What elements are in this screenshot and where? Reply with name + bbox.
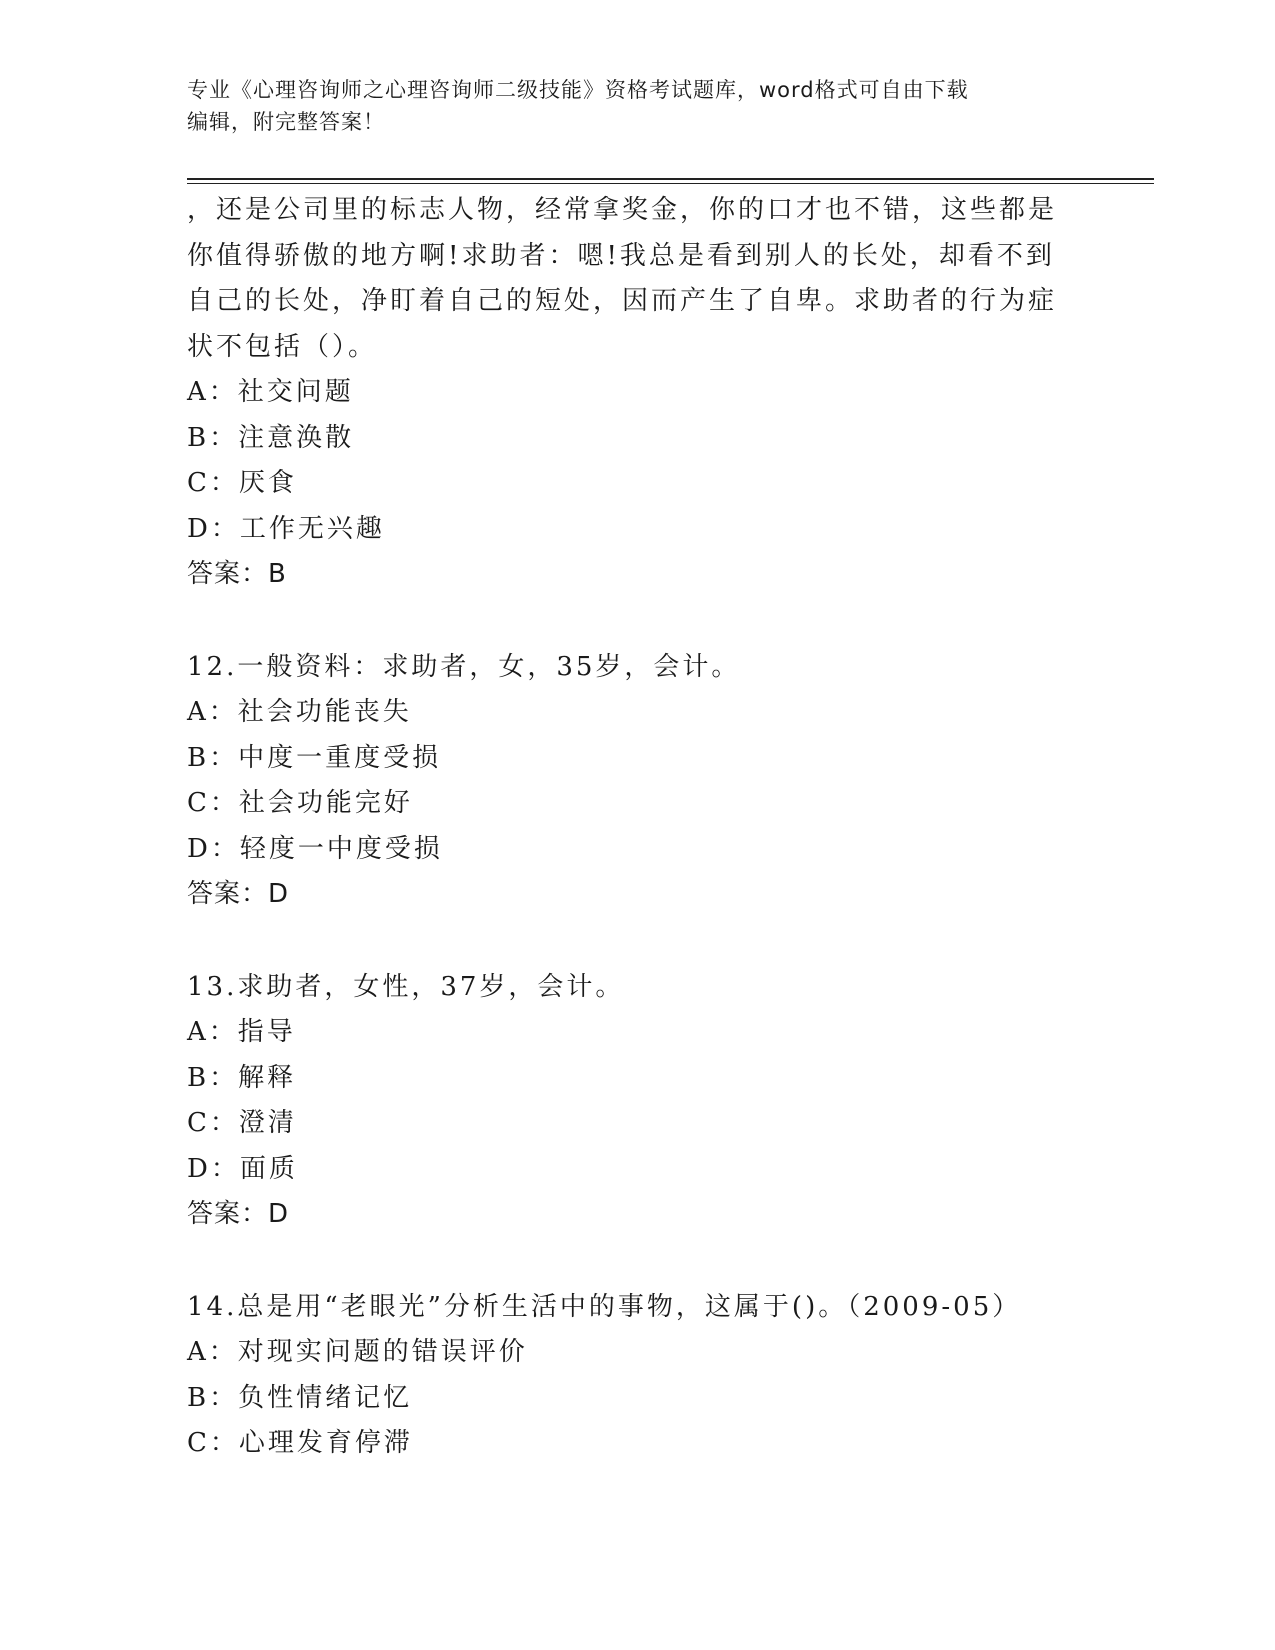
page-header [187,74,1067,138]
answer-label: 答案：D [187,1199,290,1229]
option-b: B：注意涣散 [187,422,355,453]
header-line-2: 编辑，附完整答案！ [187,110,385,134]
option-b: B：中度一重度受损 [187,742,442,773]
question-text-line: 状不包括（）。 [187,331,378,362]
question-title: 13.求助者，女性，37岁，会计。 [187,971,625,1002]
question-11 [187,188,1087,598]
question-13 [187,965,1087,1238]
option-b: B：负性情绪记忆 [187,1382,413,1413]
header-rule-thin [187,183,1154,184]
option-c: C：澄清 [187,1108,297,1138]
option-c: C：心理发育停滞 [187,1428,413,1458]
header-rule-thick [187,178,1154,180]
question-14 [187,1285,1087,1467]
option-c: C：厌食 [187,468,297,498]
question-title: 12.一般资料：求助者，女，35岁，会计。 [187,651,741,682]
option-d: D：面质 [187,1153,298,1184]
question-12 [187,645,1087,918]
option-a: A：社会功能丧失 [187,697,412,727]
question-text-line: 你值得骄傲的地方啊!求助者：嗯!我总是看到别人的长处，却看不到 [187,240,1055,271]
option-a: A：社交问题 [187,377,354,407]
answer-label: 答案：B [187,559,287,589]
option-a: A：对现实问题的错误评价 [187,1337,528,1367]
option-d: D：轻度一中度受损 [187,833,443,864]
question-text-line: ，还是公司里的标志人物，经常拿奖金，你的口才也不错，这些都是 [187,195,1058,225]
question-title: 14.总是用“老眼光”分析生活中的事物，这属于()。（2009-05） [187,1291,1022,1322]
header-line-1: 专业《心理咨询师之心理咨询师二级技能》资格考试题库，word格式可自由下载 [187,78,969,102]
answer-label: 答案：D [187,879,290,909]
option-b: B：解释 [187,1062,297,1093]
question-text-line: 自己的长处，净盯着自己的短处，因而产生了自卑。求助者的行为症 [187,286,1058,316]
option-d: D：工作无兴趣 [187,513,385,544]
option-c: C：社会功能完好 [187,788,413,818]
question-list [187,188,1087,1467]
option-a: A：指导 [187,1017,296,1047]
